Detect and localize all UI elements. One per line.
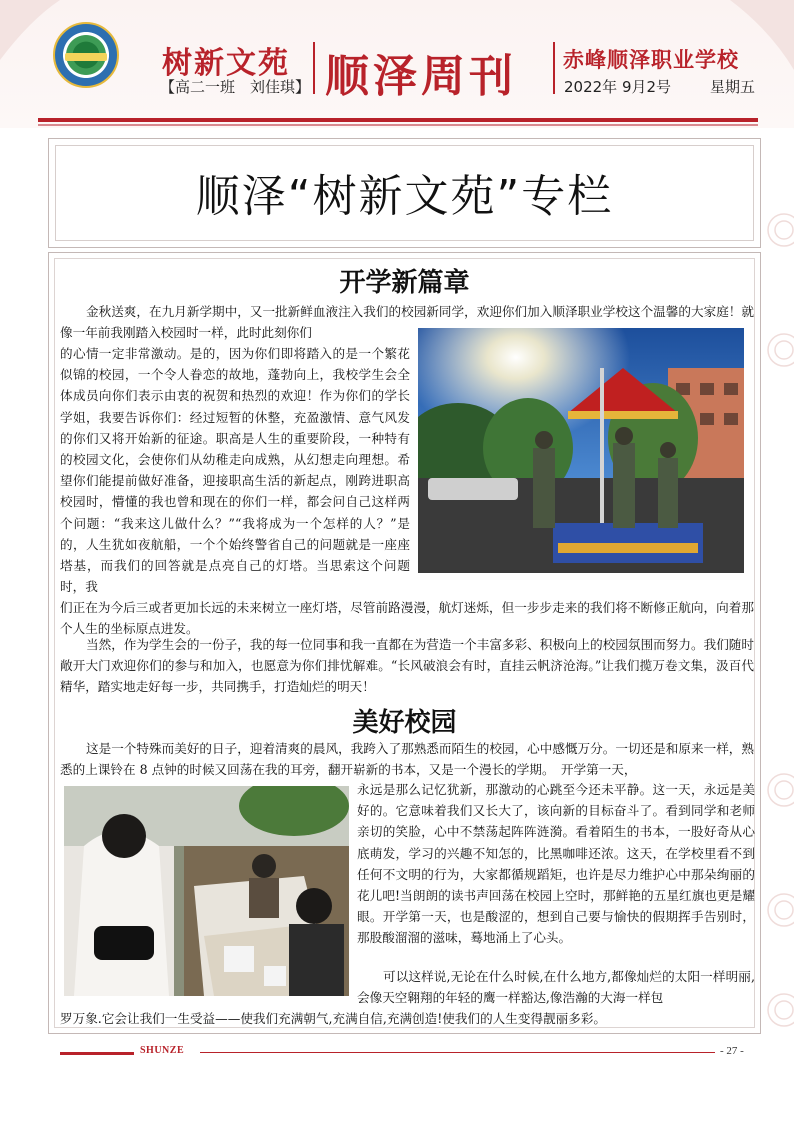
article1-paragraph-intro: 金秋送爽，在九月新学期中，又一批新鲜血液注入我们的校园新同学，欢迎你们加入顺泽职业学校这个温馨的大家庭！就像一年前我刚踏入校园时一样，此时此刻你们 (60, 304, 754, 341)
author-line: 【高二一班 刘佳琪】 (160, 78, 311, 96)
issue-weekday: 星期五 (710, 78, 756, 96)
footer-rule (200, 1052, 715, 1053)
article1-paragraph-2: 当然，作为学生会的一份子，我的每一位同事和我一直都在为营造一个丰富多彩、积极向上的校园氛围而努力。我们随时敞开大门欢迎你们的参与和加入，也愿意为你们排忧解难。“长风破浪会有时，直挂云帆济沧海。”让我们揽万卷文集，汲百代精华，踏实地走好每一步，共同携手，打造灿烂的明天！ (60, 637, 754, 695)
school-name: 赤峰顺泽职业学校 (563, 48, 739, 72)
school-logo (53, 22, 119, 88)
article2-paragraph-wrapped: 永远是那么记忆犹新，那激动的心跳至今还未平静。这一天，永远是美好的。它意味着我们又长大了，该向新的目标奋斗了。看到同学和老师亲切的笑脸，心中不禁荡起阵阵涟漪。看着陌生的书本，一股好奇从心底萌发，学习的兴趣不知怎的，比黑咖啡还浓。这天，在学校里看不到任何不文明的行为，大家都循规蹈矩，也许是尽力维护心中那朵绚丽的花儿吧!当朗朗的读书声回荡在校园上空时，那鲜艳的五星红旗也更是耀眼。开学第一天，也是酸涩的，想到自己要与愉快的假期挥手告别时，那股酸溜溜的滋味，蓦地涌上了心头。 (357, 782, 755, 946)
page-number: - 27 - (720, 1045, 744, 1057)
article2-paragraph-intro: 这是一个特殊而美好的日子，迎着清爽的晨风，我跨入了那熟悉而陌生的校园，心中感慨万分。一切还是和原来一样，熟悉的上课铃在 8 点钟的时候又回荡在我的耳旁，翻开崭新的书本，又是一个漫长的学期。 开学第一天， (60, 741, 754, 778)
masthead (0, 0, 794, 128)
column-name: 树新文苑 (162, 46, 290, 81)
article2-paragraph-2-continued: 罗万象.它会让我们一生受益——使我们充满朝气,充满自信,充满创造!使我们的人生变得靓丽多彩。 (60, 1011, 607, 1026)
publication-title: 顺泽周刊 (325, 51, 517, 102)
masthead-rule-thin (38, 124, 758, 126)
article1-paragraph-continued: 们正在为今后三或者更加长远的未来树立一座灯塔，尽管前路漫漫，航灯迷烁，但一步步走来的我们将不断修正航向，向着那个人生的坐标原点进发。 (60, 600, 754, 637)
footer-accent-bar (60, 1052, 134, 1055)
article1-paragraph-wrapped: 的心情一定非常激动。是的，因为你们即将踏入的是一个繁花似锦的校园，一个令人眷恋的故地，蓬勃向上，我校学生会全体成员向你们表示由衷的祝贺和热烈的欢迎！作为你们的学长学姐，我要告诉你们：经过短暂的休整，充盈激情、意气风发的你们又将开始新的征途。职高是人生的重要阶段，一种特有的校园文化，会使你们从幼稚走向成熟，从幻想走向理想。希望你们能提前做好准备，迎接职高生活的新起点，刚跨进职高校园时，懵懂的我也曾和现在的你们一样，都会问自己这样两个问题：“我来这儿做什么？”“我将成为一个怎样的人？”是的，人生犹如夜航船，一个个始终警省自己的问题就是一座座塔基，而我们的回答就是点亮自己的灯塔。当思索这个问题时，我 (60, 346, 410, 595)
article1-photo (418, 328, 744, 573)
issue-date: 2022年 9月2号 (564, 78, 672, 96)
article2-heading: 美好校园 (352, 708, 457, 738)
footer-brand: SHUNZE (140, 1045, 185, 1056)
banner-title: 顺泽“树新文苑”专栏 (195, 171, 614, 222)
masthead-divider (313, 42, 315, 94)
masthead-rule (38, 118, 758, 122)
masthead-divider (553, 42, 555, 94)
article1-heading: 开学新篇章 (339, 268, 470, 298)
article2-photo (64, 786, 349, 996)
article2-paragraph-2-wrapped: 可以这样说,无论在什么时候,在什么地方,都像灿烂的太阳一样明丽,会像天空翱翔的年轻的鹰一样豁达,像浩瀚的大海一样包 (357, 969, 755, 1006)
